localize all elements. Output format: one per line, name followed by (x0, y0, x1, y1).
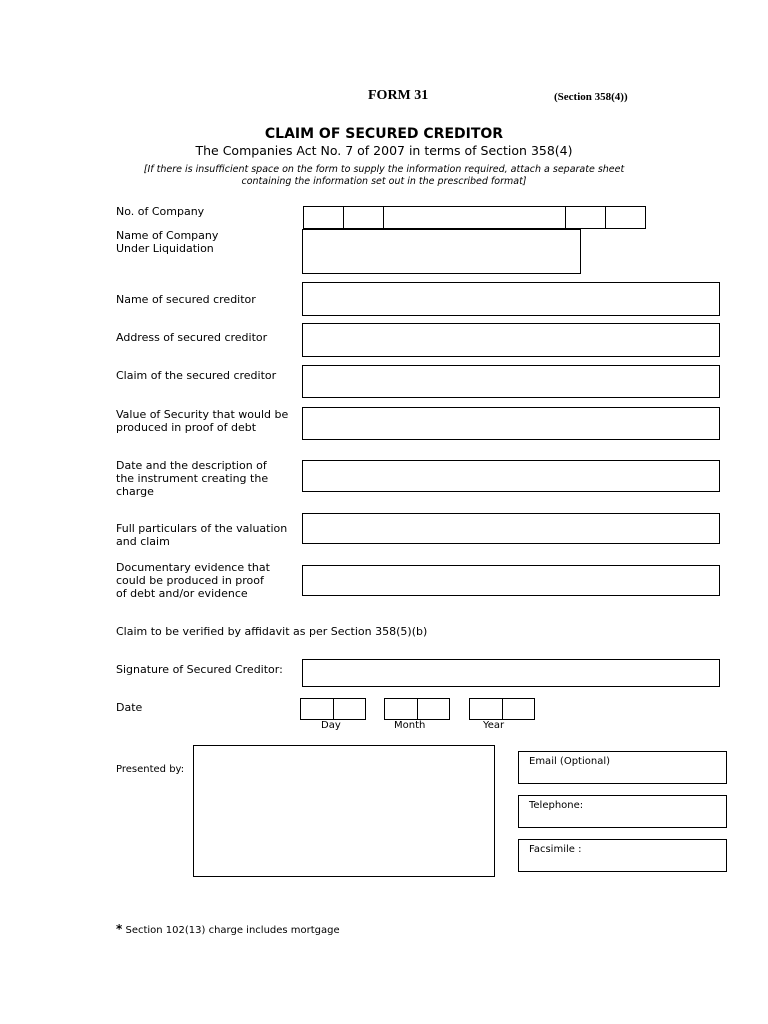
company-name-field[interactable] (302, 229, 581, 274)
valuation-label-line: Full particulars of the valuation (116, 522, 288, 535)
company-number-cell[interactable] (383, 206, 566, 229)
valuation-field[interactable] (302, 513, 720, 544)
date-month-cell[interactable] (384, 698, 418, 720)
valuation-label-line: and claim (116, 535, 170, 548)
creditor-name-field[interactable] (302, 282, 720, 316)
company-name-label (116, 229, 218, 255)
date-month-cell[interactable] (417, 698, 450, 720)
email-label: Email (Optional) (529, 756, 611, 767)
date-day-cell[interactable] (300, 698, 334, 720)
date-day-cells[interactable] (300, 698, 366, 720)
signature-field[interactable] (302, 659, 720, 687)
evidence-label-line: could be produced in proof (116, 574, 264, 587)
date-day-cell[interactable] (333, 698, 366, 720)
valuation-label (116, 522, 287, 548)
date-month-cells[interactable] (384, 698, 450, 720)
evidence-label-line: of debt and/or evidence (116, 587, 248, 600)
evidence-field[interactable] (302, 565, 720, 596)
company-number-cell[interactable] (303, 206, 344, 229)
instrument-label-line: charge (116, 485, 154, 498)
instrument-field[interactable] (302, 460, 720, 492)
form-number: FORM 31 (368, 88, 429, 103)
email-field[interactable] (518, 751, 727, 784)
date-year-cells[interactable] (469, 698, 535, 720)
date-label: Date (116, 701, 143, 714)
date-month-caption: Month (394, 720, 426, 731)
instrument-label-line: Date and the description of (116, 459, 267, 472)
security-value-label (116, 408, 288, 434)
creditor-address-field[interactable] (302, 323, 720, 357)
instruction-note-line1: [If there is insufficient space on the form to supply the information required, attach a separate sheet (143, 164, 625, 175)
form-title: CLAIM OF SECURED CREDITOR (264, 126, 504, 142)
footnote (116, 922, 340, 936)
company-number-label: No. of Company (116, 205, 205, 218)
company-number-cell[interactable] (343, 206, 384, 229)
affidavit-statement: Claim to be verified by affidavit as per Section 358(5)(b) (116, 625, 428, 638)
claim-label: Claim of the secured creditor (116, 369, 277, 382)
facsimile-label: Facsimile : (529, 844, 582, 855)
section-reference: (Section 358(4)) (554, 91, 628, 103)
security-value-label-line: produced in proof of debt (116, 421, 257, 434)
date-year-cell[interactable] (502, 698, 535, 720)
security-value-field[interactable] (302, 407, 720, 440)
telephone-label: Telephone: (529, 800, 584, 811)
claim-field[interactable] (302, 365, 720, 398)
telephone-field[interactable] (518, 795, 727, 828)
creditor-name-label: Name of secured creditor (116, 293, 256, 306)
instrument-label (116, 459, 268, 498)
date-year-cell[interactable] (469, 698, 503, 720)
form-subtitle: The Companies Act No. 7 of 2007 in terms of Section 358(4) (195, 143, 573, 158)
evidence-label (116, 561, 270, 600)
creditor-address-label: Address of secured creditor (116, 331, 268, 344)
footnote-text: Section 102(13) charge includes mortgage (125, 925, 340, 936)
signature-label: Signature of Secured Creditor: (116, 663, 283, 676)
instrument-label-line: the instrument creating the (116, 472, 269, 485)
presented-by-field[interactable] (193, 745, 495, 877)
company-number-cell[interactable] (605, 206, 646, 229)
date-year-caption: Year (483, 720, 505, 731)
company-number-cells[interactable] (303, 206, 646, 229)
presented-by-label: Presented by: (116, 764, 185, 775)
security-value-label-line: Value of Security that would be (116, 408, 289, 421)
facsimile-field[interactable] (518, 839, 727, 872)
company-number-cell[interactable] (565, 206, 606, 229)
company-name-label-line: Under Liquidation (116, 242, 214, 255)
instruction-note-line2: containing the information set out in the prescribed format] (241, 176, 527, 187)
evidence-label-line: Documentary evidence that (116, 561, 270, 574)
company-name-label-line: Name of Company (116, 229, 219, 242)
date-day-caption: Day (321, 720, 341, 731)
footnote-asterisk: * (116, 922, 123, 936)
